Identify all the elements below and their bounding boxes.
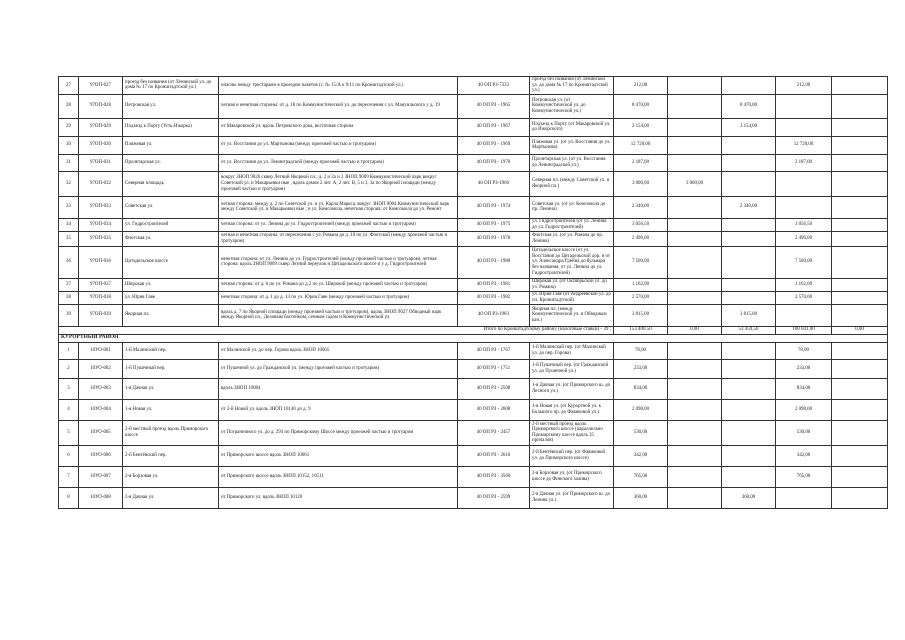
row-extent: Подъезд к Порту (от Макаровской ул. до Ижорского) xyxy=(530,118,614,136)
row-extent: Петровская ул. (от Коммунистической ул. до Коммунистической ул.) xyxy=(530,94,614,118)
row-name: 2-й Бентёвский пер. xyxy=(123,445,219,466)
row-value-5 xyxy=(832,420,888,445)
row-code: 97ОП-034 xyxy=(79,218,123,231)
row-registry-number: 40 ОП РЗ - 2608 xyxy=(458,399,530,420)
row-extent: Широкая ул. (от Октябрьской ул. до ул. Романа) xyxy=(530,278,614,291)
total-row xyxy=(59,326,888,334)
row-value-3 xyxy=(722,399,776,420)
table-row xyxy=(59,154,888,171)
row-registry-number: 40 ОП РЗ - 1970 xyxy=(458,154,530,171)
row-value-2 xyxy=(668,246,722,278)
row-extent: Флотская ул. (от ул. Романа до пр. Ленина) xyxy=(530,231,614,246)
row-value-5 xyxy=(832,359,888,378)
row-extent: проезд без названия (от Ленинской ул. до дома № 17 по Кронштадтской ул.) xyxy=(530,77,614,95)
row-registry-number: 40 ОП РЗ - 2610 xyxy=(458,445,530,466)
total-label: Итого по Кронштадтскому району (налоговые ставки) - 39 : xyxy=(59,326,614,334)
row-value-2 xyxy=(668,118,722,136)
row-number: 32 xyxy=(59,171,79,196)
table-row xyxy=(59,466,888,487)
row-code: 97ОП-035 xyxy=(79,231,123,246)
row-name: Северная площадь xyxy=(123,171,219,196)
row-value-total: 360,00 xyxy=(614,487,668,508)
row-number: 5 xyxy=(59,420,79,445)
row-value-3: 2 340,00 xyxy=(722,196,776,218)
row-code: 97ОП-028 xyxy=(79,94,123,118)
row-registry-number: 40 ОП РЗ-1983 xyxy=(458,304,530,326)
row-code: 10УО-002 xyxy=(79,359,123,378)
row-value-5 xyxy=(832,342,888,359)
row-description: от Приморского шоссе вдоль ЗНОП 10061 xyxy=(219,445,458,466)
row-value-4: 12 720,00 xyxy=(776,136,832,154)
row-number: 33 xyxy=(59,196,79,218)
section-row xyxy=(59,334,888,342)
row-code: 10УО-001 xyxy=(79,342,123,359)
row-extent: Пляжевая ул. (от ул. Восстания до ул. Мартынова) xyxy=(530,136,614,154)
row-value-2 xyxy=(668,466,722,487)
row-extent: 1-я Новая ул. (от Курортной ул. к Большого пр. до Фавиковой ул.) xyxy=(530,399,614,420)
table-row xyxy=(59,304,888,326)
row-number: 4 xyxy=(59,399,79,420)
row-extent: Якорная пл. (между Коммунистической ул. и Обводным кан.) xyxy=(530,304,614,326)
row-number: 36 xyxy=(59,246,79,278)
row-number: 28 xyxy=(59,94,79,118)
row-name: ул. Гидростроителей xyxy=(123,218,219,231)
row-value-total: 2 098,00 xyxy=(614,399,668,420)
row-registry-number: 40 ОП РЗ-1966 xyxy=(458,171,530,196)
row-value-4: 1 162,00 xyxy=(776,278,832,291)
row-value-5 xyxy=(832,466,888,487)
row-description: четная сторона: между д. 2 по Советской ул. и ул. Карла Маркса, вокруг ЗНОП 9004 Коммунистический парк между Советской ул. и Макарьевки ные ; и ул. Комсомола, нечетная сторона: от Комсомола до ул. Ремонт xyxy=(219,196,458,218)
row-description: нечетная сторона: от д. 1 до д. 13 по ул. Юрия Гаве (между проезжей частью и тротуаром) xyxy=(219,291,458,304)
row-code: 97ОП-039 xyxy=(79,304,123,326)
row-value-5 xyxy=(832,378,888,399)
row-description: четная и нечетная стороны: от пересечения с ул. Романа до д. 10 по ул. Флотской (между проезжей частью и тротуаром) xyxy=(219,231,458,246)
row-name: 1-й Пушечный пер. xyxy=(123,359,219,378)
row-name: Пролетарская ул. xyxy=(123,154,219,171)
row-value-3 xyxy=(722,342,776,359)
row-name: 2-я Борзовая ул. xyxy=(123,466,219,487)
row-description: вдоль д. 7 по Якорной площади (между проезжей частью и тротуаром), вдоль ЗНОП 9027 Обводный парк между Якорной пл., Деловым бассейном, сенным садом и Коммунистической ул. xyxy=(219,304,458,326)
row-number: 29 xyxy=(59,118,79,136)
table-row xyxy=(59,118,888,136)
row-number: 27 xyxy=(59,77,79,95)
row-extent: 2-й местный проезд вдоль Приморского шоссе (параллельно Приморскому шоссе вдоль 35 причалов) xyxy=(530,420,614,445)
row-value-2 xyxy=(668,342,722,359)
row-extent: 1-й Малинский пер. (от Малинской ул. до пер. Горова) xyxy=(530,342,614,359)
row-name: Якорная пл. xyxy=(123,304,219,326)
row-value-total: 2 496,00 xyxy=(614,231,668,246)
row-value-5 xyxy=(832,399,888,420)
row-value-3 xyxy=(722,466,776,487)
row-value-2 xyxy=(668,136,722,154)
table-row xyxy=(59,342,888,359)
row-value-5 xyxy=(832,231,888,246)
row-value-2 xyxy=(668,154,722,171)
row-number: 7 xyxy=(59,466,79,487)
table-body-kurortny xyxy=(59,342,888,508)
row-description: от ул. Восстания до ул. Мартынова (между проезжей частью и тротуаром) xyxy=(219,136,458,154)
row-value-total: 765,00 xyxy=(614,466,668,487)
row-name: 2-й местный проезд вдоль Приморского шоссе xyxy=(123,420,219,445)
row-value-2 xyxy=(668,231,722,246)
row-registry-number: 40 ОП РЗ - 1967 xyxy=(458,118,530,136)
row-value-4: 233,00 xyxy=(776,359,832,378)
row-name: 1-я Дачная ул. xyxy=(123,378,219,399)
row-name: Широкая ул. xyxy=(123,278,219,291)
row-description: четная и нечетная стороны: от д. 18 по Коммунистической ул. до пересечения с ул. Мануильского у д. 19 xyxy=(219,94,458,118)
row-name: Петровская ул. xyxy=(123,94,219,118)
row-value-total: 8 470,00 xyxy=(614,94,668,118)
row-extent: 2-я Дачная ул. (от Приморского ш. до Ленина ул.) xyxy=(530,487,614,508)
row-name: 1-я Новая ул. xyxy=(123,399,219,420)
row-value-3 xyxy=(722,218,776,231)
row-value-5 xyxy=(832,196,888,218)
row-number: 6 xyxy=(59,445,79,466)
row-extent: 2-я Борзовая ул. (от Приморского шоссе до Финского залива) xyxy=(530,466,614,487)
row-code: 97ОП-037 xyxy=(79,278,123,291)
row-value-3 xyxy=(722,278,776,291)
row-code: 10УО-007 xyxy=(79,466,123,487)
row-value-5 xyxy=(832,246,888,278)
row-description: четная сторона: от ул. Ленина до ул. Гидростроителей (между проезжей частью и тротуаром) xyxy=(219,218,458,231)
row-value-5 xyxy=(832,291,888,304)
row-value-total: 78,00 xyxy=(614,342,668,359)
row-name: 1-й Малинский пер. xyxy=(123,342,219,359)
row-registry-number: 40 ОП РЗ - 1751 xyxy=(458,359,530,378)
row-number: 34 xyxy=(59,218,79,231)
row-registry-number: 40 ОП РЗ - 1969 xyxy=(458,136,530,154)
row-value-5 xyxy=(832,94,888,118)
row-value-total: 233,00 xyxy=(614,359,668,378)
table-row xyxy=(59,231,888,246)
row-description: от Макаровской ул. вдоль Петровского дока, восточная сторона xyxy=(219,118,458,136)
row-description: вокруг ЗНОП 9026 сквер Летний Якорной пл.; д. 2 и 2а и 3 ЗНОП 9009 Коммунистический парк вокруг Советской ул. и Макарьевки ные , вдоль домов 2 лит. А, 2 лит. В, 5 и 3, 3а по Якорной площади (между проезжей частью и тротуаром) xyxy=(219,171,458,196)
row-value-total: 12 720,00 xyxy=(614,136,668,154)
row-value-5 xyxy=(832,118,888,136)
row-code: 10УО-005 xyxy=(79,420,123,445)
row-value-4: 7 500,00 xyxy=(776,246,832,278)
table-row xyxy=(59,136,888,154)
row-description: от Пушечной ул. до Гражданской ул. (между проезжей частью и тротуаром) xyxy=(219,359,458,378)
row-value-2 xyxy=(668,359,722,378)
row-number: 35 xyxy=(59,231,79,246)
row-value-2 xyxy=(668,218,722,231)
row-value-3 xyxy=(722,136,776,154)
row-registry-number: 40 ОП РЗ - 1965 xyxy=(458,94,530,118)
row-description: нечетная сторона: от ул. Ленина до ул. Гидростроителей (между проезжей частью и тротуаром), четная сторона: вдоль ЗНОП 9009 сквер Летний переулок и Цитадельского шоссе и у д. Гидростроителей xyxy=(219,246,458,278)
row-value-4: 78,00 xyxy=(776,342,832,359)
row-value-3 xyxy=(722,246,776,278)
row-extent: Северная пл. (между Советской ул. и Якорной пл.) xyxy=(530,171,614,196)
row-code: 97ОП-030 xyxy=(79,136,123,154)
row-value-3 xyxy=(722,154,776,171)
row-value-4: 765,00 xyxy=(776,466,832,487)
row-name: ул. Юрия Гаве xyxy=(123,291,219,304)
row-extent: 2-й Бентёвский пер. (от Фавиковой ул. до Приморского шоссе) xyxy=(530,445,614,466)
row-value-4: 530,00 xyxy=(776,420,832,445)
row-value-5 xyxy=(832,136,888,154)
row-number: 31 xyxy=(59,154,79,171)
row-registry-number: 40 ОП РЗ - 1974 xyxy=(458,196,530,218)
row-value-total: 3 056,50 xyxy=(614,218,668,231)
row-value-total: 342,00 xyxy=(614,445,668,466)
row-description: от Малинской ул. до пер. Горова вдоль ЗНОП 10065 xyxy=(219,342,458,359)
row-value-total: 530,00 xyxy=(614,420,668,445)
row-number: 3 xyxy=(59,378,79,399)
row-value-3 xyxy=(722,378,776,399)
table-row xyxy=(59,420,888,445)
row-value-4: 342,00 xyxy=(776,445,832,466)
row-value-3: 8 470,00 xyxy=(722,94,776,118)
table-row xyxy=(59,94,888,118)
row-code: 97ОП-031 xyxy=(79,154,123,171)
row-value-2 xyxy=(668,487,722,508)
row-value-4: 2 098,00 xyxy=(776,399,832,420)
row-value-total: 2 570,00 xyxy=(614,291,668,304)
row-registry-number: 40 ОП РЗ - 1981 xyxy=(458,278,530,291)
row-value-3: 3 154,00 xyxy=(722,118,776,136)
row-value-total: 834,00 xyxy=(614,378,668,399)
row-name: Флотская ул. xyxy=(123,231,219,246)
table-row xyxy=(59,378,888,399)
row-value-2 xyxy=(668,304,722,326)
row-registry-number: 40 ОП РЗ - 1975 xyxy=(458,218,530,231)
row-extent: Цитадельское шоссе (от ул. Восстания до Цитадельской дор. и от ул. Александра Грейна до бульвара без названия, от ул. Ленина до ул. Гидростроителей) xyxy=(530,246,614,278)
row-value-3: 360,00 xyxy=(722,487,776,508)
row-registry-number: 40 ОП РЗ - 2598 xyxy=(458,378,530,399)
total-v1: 153 400,50 xyxy=(614,326,668,334)
row-name: Цитадельское шоссе xyxy=(123,246,219,278)
row-code: 10УО-008 xyxy=(79,487,123,508)
section-title: КУРОРТНЫЙ РАЙОН xyxy=(59,334,888,342)
row-registry-number: 40 ОП РЗ - 1978 xyxy=(458,231,530,246)
row-code: 97ОП-032 xyxy=(79,171,123,196)
row-value-2: 3 000,00 xyxy=(668,171,722,196)
row-number: 2 xyxy=(59,359,79,378)
row-name: проезд без названия (от Ленинской ул. до дома № 17 по Кронштадтской ул.) xyxy=(123,77,219,95)
row-registry-number: 40 ОП РЗ - 1982 xyxy=(458,291,530,304)
row-value-4 xyxy=(776,171,832,196)
table-row xyxy=(59,278,888,291)
row-extent: 1-я Дачная ул. (от Приморского ш. до Лесного ул.) xyxy=(530,378,614,399)
row-value-3: 3 815,00 xyxy=(722,304,776,326)
table-row xyxy=(59,399,888,420)
row-value-total: 3 815,00 xyxy=(614,304,668,326)
row-code: 10УО-006 xyxy=(79,445,123,466)
row-value-total: 1 162,00 xyxy=(614,278,668,291)
row-extent: Пролетарская ул. (от ул. Восстания до Ленинградской ул.) xyxy=(530,154,614,171)
row-value-2 xyxy=(668,445,722,466)
row-value-4: 2 496,00 xyxy=(776,231,832,246)
row-code: 97ОП-038 xyxy=(79,291,123,304)
row-value-3 xyxy=(722,291,776,304)
row-value-3 xyxy=(722,77,776,95)
row-value-3 xyxy=(722,445,776,466)
row-value-4 xyxy=(776,118,832,136)
row-number: 39 xyxy=(59,304,79,326)
table-row xyxy=(59,218,888,231)
row-value-total: 2 340,00 xyxy=(614,196,668,218)
total-v5: 0,00 xyxy=(832,326,888,334)
row-code: 97ОП-033 xyxy=(79,196,123,218)
roads-table xyxy=(58,76,888,509)
table-row xyxy=(59,77,888,95)
row-number: 8 xyxy=(59,487,79,508)
row-value-2 xyxy=(668,94,722,118)
row-value-3 xyxy=(722,171,776,196)
row-value-4 xyxy=(776,487,832,508)
row-code: 97ОП-027 xyxy=(79,77,123,95)
row-number: 38 xyxy=(59,291,79,304)
row-value-5 xyxy=(832,154,888,171)
row-registry-number: 40 ОП РЗ-7333 xyxy=(458,77,530,95)
table-row xyxy=(59,291,888,304)
row-name: 2-я Дачная ул. xyxy=(123,487,219,508)
total-v2: 0,00 xyxy=(668,326,722,334)
row-description: от ул. Восстания до ул. Ленинградской (между проезжей частью и тротуаром) xyxy=(219,154,458,171)
row-value-4: 3 056,50 xyxy=(776,218,832,231)
table-row xyxy=(59,196,888,218)
row-code: 10УО-004 xyxy=(79,399,123,420)
row-value-5 xyxy=(832,278,888,291)
row-value-4: 212,00 xyxy=(776,77,832,95)
row-number: 30 xyxy=(59,136,79,154)
row-extent: Советская ул. (от ул. Комсомола до пр. Ленина) xyxy=(530,196,614,218)
row-value-4 xyxy=(776,196,832,218)
row-description: опасны между трестарами в проездом пакетов (с. № 15/А к 9/11 по Кронштадтской ул.) xyxy=(219,77,458,95)
row-registry-number: 40 ОП РЗ - 3560 xyxy=(458,466,530,487)
table-row xyxy=(59,487,888,508)
row-value-2 xyxy=(668,278,722,291)
row-registry-number: 40 ОП РЗ - 1980 xyxy=(458,246,530,278)
row-value-5 xyxy=(832,77,888,95)
row-value-3 xyxy=(722,420,776,445)
row-value-2 xyxy=(668,196,722,218)
total-v3: 53 459,50 xyxy=(722,326,776,334)
row-value-4: 2 187,00 xyxy=(776,154,832,171)
row-registry-number: 40 ОП РЗ - 2457 xyxy=(458,420,530,445)
row-registry-number: 40 ОП РЗ - 1767 xyxy=(458,342,530,359)
table-row xyxy=(59,171,888,196)
row-value-5 xyxy=(832,218,888,231)
row-name: Пляжевая ул. xyxy=(123,136,219,154)
row-value-total: 7 500,00 xyxy=(614,246,668,278)
row-number: 1 xyxy=(59,342,79,359)
row-extent: ул. Юрия Гаве (от Андреевской ул. до пл. Кронштадтской) xyxy=(530,291,614,304)
row-description: четная сторона: от д. 6 по ул. Романа до д.2 по ул. Широкой (между проезжей частью и тротуаром) xyxy=(219,278,458,291)
row-value-4 xyxy=(776,94,832,118)
table-row xyxy=(59,246,888,278)
row-description: от Приморского ул. вдоль ЗНОП 10120 xyxy=(219,487,458,508)
row-name: Подъезд к Порту (Усть-Ижорка) xyxy=(123,118,219,136)
row-value-4 xyxy=(776,304,832,326)
table-total-body xyxy=(59,326,888,342)
row-value-4: 2 570,00 xyxy=(776,291,832,304)
row-value-2 xyxy=(668,378,722,399)
row-description: от Пограничного ул. до д. 293 по Приморскому Шоссе между проезжей частью и тротуаром xyxy=(219,420,458,445)
row-description: вдоль ЗНОП 10084 xyxy=(219,378,458,399)
row-value-2 xyxy=(668,399,722,420)
row-extent: ул. Гидростроителей (от ул. Ленина до ул. Гидростроителей) xyxy=(530,218,614,231)
row-value-2 xyxy=(668,77,722,95)
row-value-5 xyxy=(832,171,888,196)
total-v4: 100 041,00 xyxy=(776,326,832,334)
row-description: от 2-й Новой ул. вдоль ЗНОП 10140 до д. 9 xyxy=(219,399,458,420)
row-value-5 xyxy=(832,304,888,326)
row-value-total: 212,00 xyxy=(614,77,668,95)
row-value-2 xyxy=(668,420,722,445)
row-value-3 xyxy=(722,359,776,378)
row-number: 37 xyxy=(59,278,79,291)
row-name: Советская ул. xyxy=(123,196,219,218)
row-value-total: 3 000,00 xyxy=(614,171,668,196)
row-extent: 1-й Пушечный пер. (от Гражданской ул. до Пушечной ул.) xyxy=(530,359,614,378)
row-value-5 xyxy=(832,445,888,466)
row-description: от Приморского шоссе вдоль ЗНОП 10152, 10511 xyxy=(219,466,458,487)
row-value-total: 3 154,00 xyxy=(614,118,668,136)
row-code: 10УО-003 xyxy=(79,378,123,399)
table-body-kronstadt xyxy=(59,77,888,327)
row-value-4: 834,00 xyxy=(776,378,832,399)
table-row xyxy=(59,359,888,378)
table-row xyxy=(59,445,888,466)
row-value-total: 2 187,00 xyxy=(614,154,668,171)
row-registry-number: 40 ОП РЗ - 2599 xyxy=(458,487,530,508)
row-code: 97ОП-036 xyxy=(79,246,123,278)
row-value-2 xyxy=(668,291,722,304)
row-value-5 xyxy=(832,487,888,508)
row-value-3 xyxy=(722,231,776,246)
row-code: 97ОП-029 xyxy=(79,118,123,136)
